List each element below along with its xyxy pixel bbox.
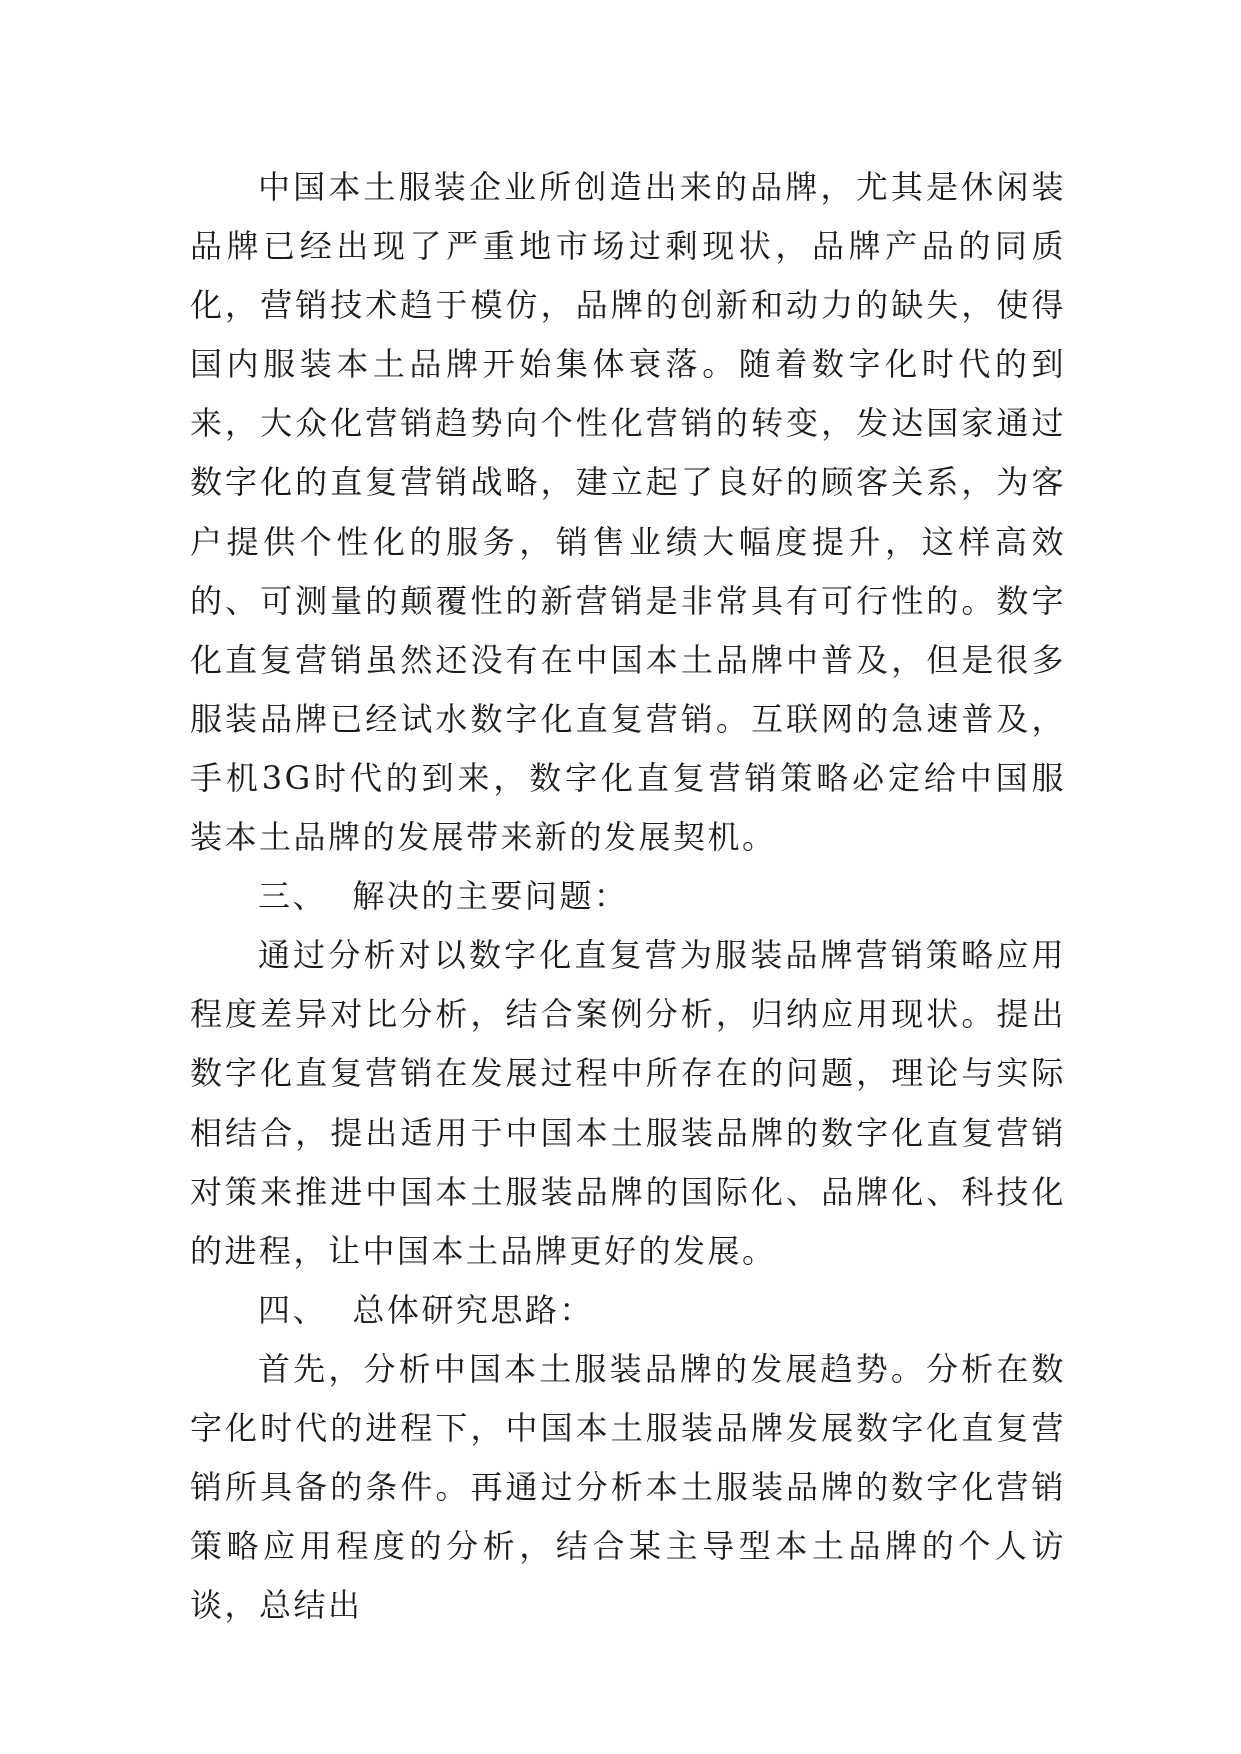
paragraph-research-approach: 首先，分析中国本土服装品牌的发展趋势。分析在数字化时代的进程下，中国本土服装品牌发展数字化直复营销所具备的条件。再通过分析本土服装品牌的数字化营销策略应用程度的分析，结合某主导型本土品牌的个人访谈，总结出	[190, 1349, 1066, 1625]
paragraph-background: 中国本土服装企业所创造出来的品牌，尤其是休闲装品牌已经出现了严重地市场过剩现状，品牌产品的同质化，营销技术趋于模仿，品牌的创新和动力的缺失，使得国内服装本土品牌开始集体衰落。随着数字化时代的到来，大众化营销趋势向个性化营销的转变，发达国家通过数字化的直复营销战略，建立起了良好的顾客关系，为客户提供个性化的服务，销售业绩大幅度提升，这样高效的、可测量的颠覆性的新营销是非常具有可行性的。数字化直复营销虽然还没有在中国本土品牌中普及，但是很多服装品牌已经试水数字化直复营销。互联网的急速普及，手机3G时代的到来，数字化直复营销策略必定给中国服装本土品牌的发展带来新的发展契机。	[190, 168, 1066, 857]
section-heading-main-problems: 三、 解决的主要问题：	[258, 877, 629, 916]
section-heading-research-approach: 四、 总体研究思路：	[258, 1290, 594, 1329]
paragraph-main-problems: 通过分析对以数字化直复营为服装品牌营销策略应用程度差异对比分析，结合案例分析，归纳应用现状。提出数字化直复营销在发展过程中所存在的问题，理论与实际相结合，提出适用于中国本土服装品牌的数字化直复营销对策来推进中国本土服装品牌的国际化、品牌化、科技化的进程，让中国本土品牌更好的发展。	[190, 936, 1066, 1270]
document-body	[190, 158, 1066, 1635]
